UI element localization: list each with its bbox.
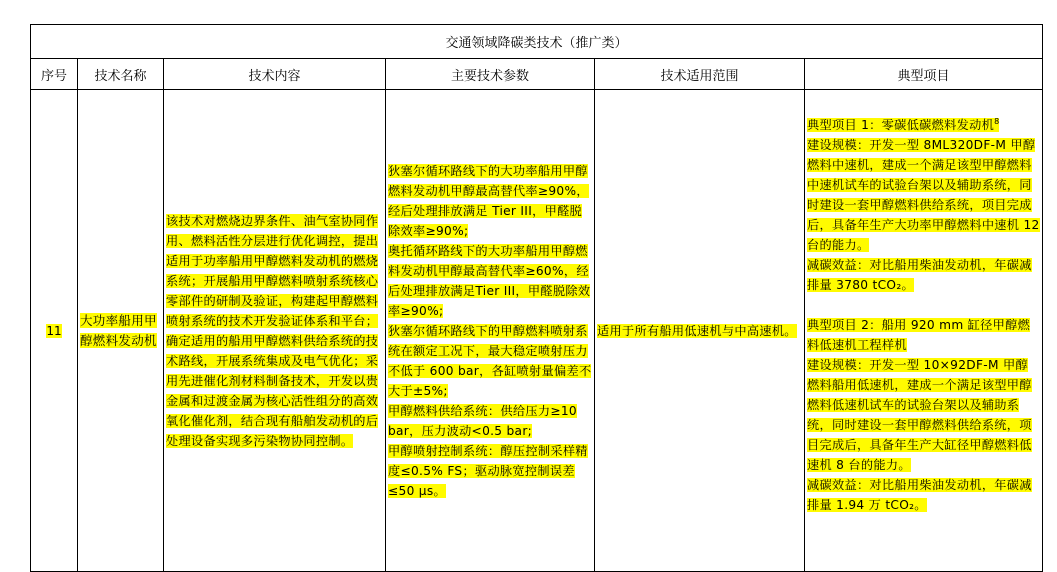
row-index: 11 xyxy=(46,323,62,338)
header-typical-projects: 典型项目 xyxy=(805,59,1043,90)
project-2-scale: 建设规模：开发一型 10×92DF-M 甲醇燃料船用低速机，建成一个满足该型甲醇燃料低速机试车的试验台架以及辅助系统，同时建设一套甲醇燃料供给系统，项目完成后，具备年生产大缸径甲醇燃料低速机 8 台的能力。 xyxy=(807,358,1032,473)
project-2-benefit: 减碳效益：对比船用柴油发动机，年碳减排量 1.94 万 tCO₂。 xyxy=(807,478,1032,513)
project-1-footnote: 8 xyxy=(994,117,1000,126)
project-1-title: 典型项目 1：零碳低碳燃料发动机$^8$ xyxy=(807,117,1000,133)
tech-content-cell xyxy=(164,90,386,572)
scope-cell xyxy=(595,90,805,572)
header-index: 序号 xyxy=(31,59,78,90)
technology-table xyxy=(30,24,1043,572)
tech-name-cell xyxy=(78,90,164,572)
header-tech-content: 技术内容 xyxy=(164,59,386,90)
tech-content: 该技术对燃烧边界条件、油气室协同作用、燃料活性分层进行优化调控，提出适用于功率船用甲醇燃料发动机的燃烧系统；开展船用甲醇燃料喷射系统核心零部件的研制及验证，构建起甲醇燃料喷射系统的技术开发验证体系和平台；确定适用的船用甲醇燃料供给系统的技术路线，开展系统集成及电气优化；采用先进催化剂材料制备技术，开发以贵金属和过渡金属为核心活性组分的高效氧化催化剂，结合现有船舶发动机的后处理设备实现多污染物协同控制。 xyxy=(166,213,379,448)
param-item: 甲醇喷射控制系统：醇压控制采样精度≤0.5% FS；驱动脉宽控制误差≤50 μs。 xyxy=(388,443,588,498)
typical-projects-cell xyxy=(805,90,1043,572)
param-item: 狄塞尔循环路线下的大功率船用甲醇燃料发动机甲醇最高替代率≥90%，经后处理排放满足 Tier III，甲醛脱除效率≥90%; xyxy=(388,163,589,238)
project-1-scale: 建设规模：开发一型 8ML320DF-M 甲醇燃料中速机，建成一个满足该型甲醇燃料中速机试车的试验台架以及辅助系统，同时建设一套甲醇燃料供给系统，项目完成后，具备年生产大功率甲醇燃料中速机 12 台的能力。 xyxy=(807,138,1040,253)
project-2-title: 典型项目 2：船用 920 mm 缸径甲醇燃料低速机工程样机 xyxy=(807,318,1031,353)
param-item: 甲醇燃料供给系统：供给压力≥10 bar，压力波动<0.5 bar; xyxy=(388,403,577,438)
header-scope: 技术适用范围 xyxy=(595,59,805,90)
table-title: 交通领域降碳类技术（推广类） xyxy=(31,25,1043,59)
header-main-params: 主要技术参数 xyxy=(386,59,595,90)
main-params-cell xyxy=(386,90,595,572)
header-tech-name: 技术名称 xyxy=(78,59,164,90)
project-1-benefit: 减碳效益：对比船用柴油发动机，年碳减排量 3780 tCO₂。 xyxy=(807,258,1032,293)
table-row xyxy=(31,90,1043,572)
param-item: 狄塞尔循环路线下的甲醇燃料喷射系统在额定工况下，最大稳定喷射压力不低于 600 bar，各缸喷射量偏差不大于±5%; xyxy=(388,323,592,398)
scope-text: 适用于所有船用低速机与中高速机。 xyxy=(597,323,797,338)
param-item: 奥托循环路线下的大功率船用甲醇燃料发动机甲醇最高替代率≥60%，经后处理排放满足Tier III，甲醛脱除效率≥90%; xyxy=(388,243,591,318)
tech-name: 大功率船用甲醇燃料发动机 xyxy=(80,312,157,348)
row-index-cell xyxy=(31,90,78,572)
